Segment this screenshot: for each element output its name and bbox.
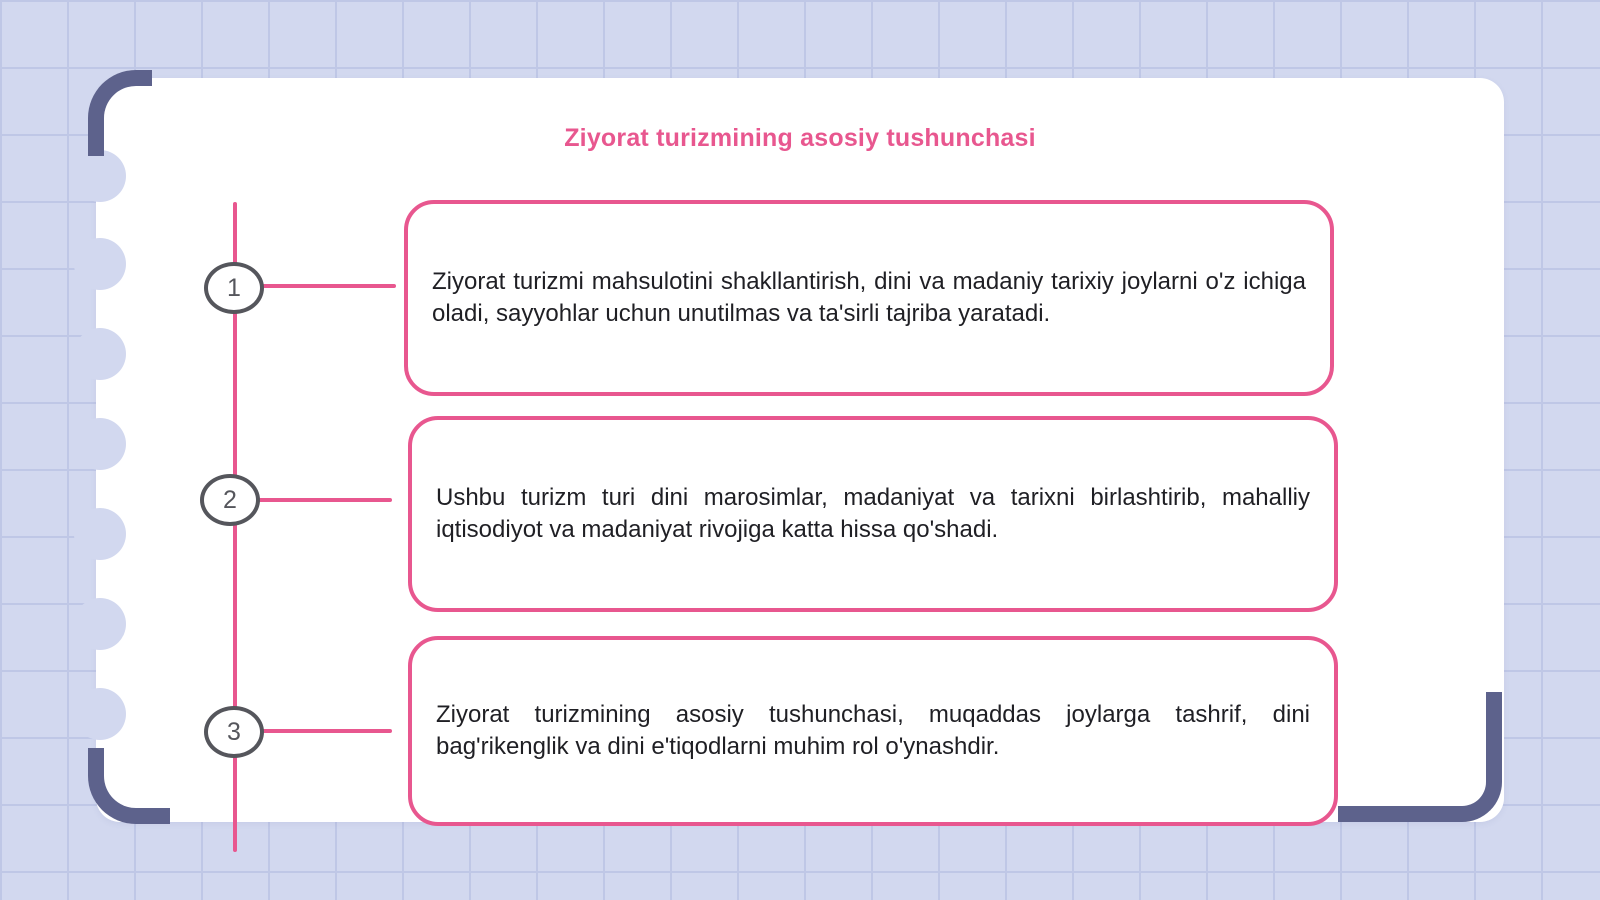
timeline-card-1 (404, 200, 1334, 396)
card-edge-notch (74, 508, 126, 560)
timeline-connector (262, 284, 396, 288)
timeline-node-3: 3 (204, 706, 264, 758)
timeline-card-text: Ziyorat turizmining asosiy tushunchasi, muqaddas joylarga tashrif, dini bag'rikenglik va dini e'tiqodlarni muhim rol o'ynashdir. (436, 701, 1310, 760)
timeline-connector (258, 498, 392, 502)
card-edge-notch (74, 238, 126, 290)
card-edge-notch (74, 328, 126, 380)
timeline-card-text: Ziyorat turizmi mahsulotini shakllantirish, dini va madaniy tarixiy joylarni o'z ichiga oladi, sayyohlar uchun unutilmas va ta'sirli tajriba yaratadi. (432, 268, 1306, 327)
timeline-node-1: 1 (204, 262, 264, 314)
timeline-card-text: Ushbu turizm turi dini marosimlar, madaniyat va tarixni birlashtirib, mahalliy iqtisodiyot va madaniyat rivojiga katta hissa qo'shadi. (436, 484, 1310, 543)
timeline-card-2 (408, 416, 1338, 612)
timeline-connector (262, 729, 392, 733)
card-edge-notch (74, 688, 126, 740)
card-edge-notch (74, 418, 126, 470)
corner-bracket-bottom-right (1338, 692, 1502, 822)
card-edge-notch (74, 150, 126, 202)
slide-title: Ziyorat turizmining asosiy tushunchasi (564, 124, 1036, 152)
timeline-card-3 (408, 636, 1338, 826)
timeline-node-2: 2 (200, 474, 260, 526)
card-edge-notch (74, 598, 126, 650)
